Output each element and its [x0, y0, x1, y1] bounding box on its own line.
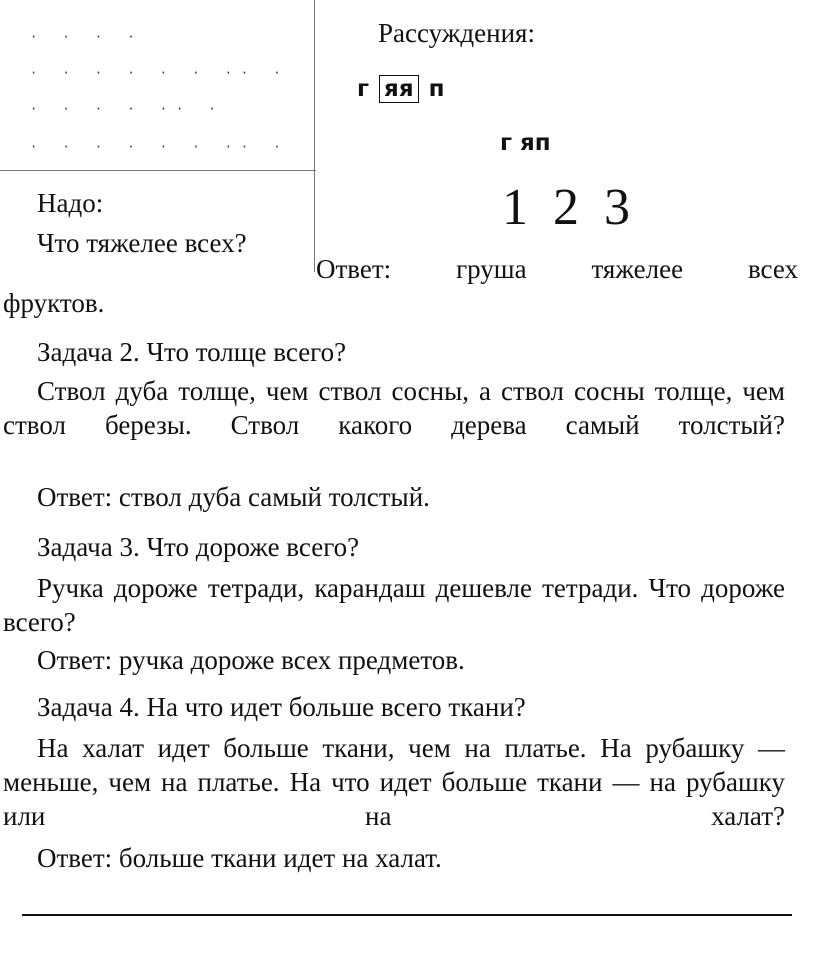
task1-question: Что тяжелее всех?	[37, 228, 247, 258]
reasoning-row1-boxed: яя	[379, 75, 419, 103]
answer-word: всех	[747, 254, 798, 284]
answer-word: груша	[456, 254, 527, 284]
task2-title: Задача 2. Что толще всего?	[37, 337, 347, 367]
answer-word: тяжелее	[591, 254, 684, 284]
faint-dots-row: · · · · ·· ·	[30, 102, 225, 116]
task2-answer: Ответ: ствол дуба самый толстый.	[37, 482, 430, 512]
task4-title: Задача 4. На что идет больше всего ткани?	[37, 692, 526, 722]
reasoning-row1-left: г	[357, 76, 370, 102]
task1-answer-line1	[316, 252, 798, 286]
reasoning-row1-right: п	[428, 76, 445, 102]
task1-answer-line2: фруктов.	[3, 288, 105, 318]
task3-title: Задача 3. Что дороже всего?	[37, 532, 360, 562]
task3-text-content: Ручка дороже тетради, карандаш дешевле тетради. Что дороже всего?	[3, 573, 785, 637]
task4-text-content: На халат идет больше ткани, чем на платье. На рубашку — меньше, чем на платье. На что идет больше ткани — на рубашку или на халат?	[3, 733, 785, 831]
faint-dots-row: · · · ·	[30, 30, 144, 44]
task4-answer: Ответ: больше ткани идет на халат.	[37, 843, 442, 873]
frame-vertical-line	[314, 0, 315, 272]
reasoning-numbers: 1 2 3	[502, 179, 636, 236]
reasoning-title: Рассуждения:	[378, 18, 535, 48]
faint-dots-row: · · · · · · ·· ·	[30, 140, 290, 154]
reasoning-row1	[357, 76, 445, 102]
task3-answer: Ответ: ручка дороже всех предметов.	[37, 645, 465, 675]
frame-horizontal-line	[0, 170, 316, 171]
answer-word: Ответ:	[316, 254, 392, 284]
need-label: Надо:	[37, 188, 104, 218]
bottom-rule	[22, 914, 792, 916]
faint-dots-row: · · · · · · ·· ·	[30, 66, 290, 80]
reasoning-row2: г яп	[500, 130, 551, 156]
task2-text-content: Ствол дуба толще, чем ствол сосны, а ствол сосны толще, чем ствол березы. Ствол какого дерева самый толстый?	[3, 376, 785, 440]
task4-text	[3, 731, 785, 833]
task2-text	[3, 374, 785, 442]
task3-text	[3, 571, 785, 639]
